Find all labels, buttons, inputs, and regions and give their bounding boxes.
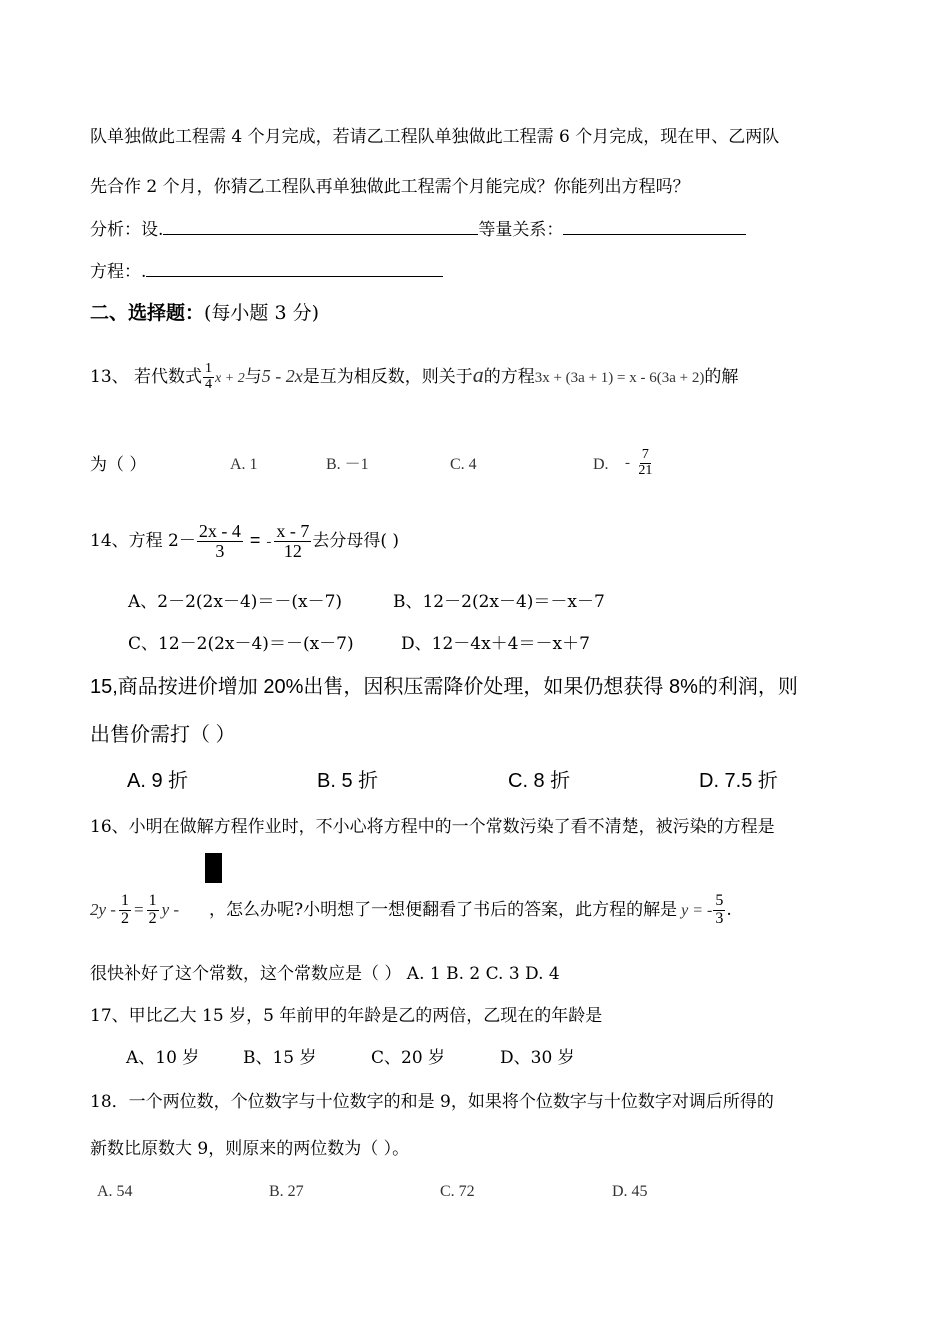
q15-options-row bbox=[127, 768, 827, 794]
q14-f2-num: x - 7 bbox=[276, 521, 310, 542]
q18-option-d[interactable]: D. 45 bbox=[612, 1183, 648, 1200]
q14-f1-den: 3 bbox=[215, 541, 225, 561]
q16-eq-mid: = bbox=[133, 900, 144, 919]
q14-option-d[interactable]: D、12－4x＋4＝－x＋7 bbox=[401, 634, 590, 654]
q16-ans-den: 3 bbox=[715, 910, 724, 927]
q14-option-c[interactable]: C、12－2(2x－4)＝－(x－7) bbox=[128, 634, 354, 654]
section-title: 二、选择题： bbox=[90, 302, 205, 324]
q14-stem bbox=[90, 520, 399, 562]
q13-mid2: 是互为相反数，则关于 bbox=[302, 367, 473, 387]
q18-line-2: 新数比原数大 9，则原来的两位数为（ ）。 bbox=[90, 1139, 410, 1159]
q17-line-1: 17、甲比乙大 15 岁，5 年前甲的年龄是乙的两倍，乙现在的年龄是 bbox=[90, 1006, 603, 1026]
q13-option-d-label: D. bbox=[593, 456, 609, 473]
section-heading bbox=[90, 302, 319, 324]
q15-option-d[interactable]: D. 7.5 折 bbox=[699, 770, 778, 792]
equation-line bbox=[90, 260, 443, 283]
q16-ans-num: 5 bbox=[715, 892, 724, 910]
q13-d-fraction bbox=[636, 448, 654, 478]
q16-f2-den: 2 bbox=[148, 910, 157, 927]
section-note: (每小题 3 分) bbox=[204, 302, 320, 324]
q14-f1-num: 2x - 4 bbox=[198, 521, 241, 542]
q16-fraction-1 bbox=[119, 893, 131, 928]
q13-d-num: 7 bbox=[641, 447, 649, 462]
q16-text: ，怎么办呢?小明想了一想便翻看了书后的答案，此方程的解是 bbox=[209, 900, 678, 920]
q14-fraction-2 bbox=[274, 522, 311, 561]
q17-options-row bbox=[126, 1047, 726, 1069]
q15-option-a[interactable]: A. 9 折 bbox=[127, 770, 189, 792]
q16-f1-num: 1 bbox=[120, 892, 129, 910]
q16-answer-end: . bbox=[726, 900, 732, 920]
q14-suffix: 去分母得( ) bbox=[312, 531, 400, 551]
q13-options-row bbox=[90, 447, 870, 494]
q13-stem bbox=[90, 355, 738, 399]
q16-f2-num: 1 bbox=[148, 892, 157, 910]
q17-option-b[interactable]: B、15 岁 bbox=[243, 1048, 317, 1068]
q13-option-c[interactable]: C. 4 bbox=[450, 456, 477, 473]
q13-option-d[interactable] bbox=[593, 454, 609, 476]
q14-options-row-2 bbox=[128, 633, 828, 655]
q13-mid1: 与 bbox=[244, 367, 262, 387]
q18-line-1: 18．一个两位数，个位数字与十位数字的和是 9，如果将个位数字与十位数字对调后所得的 bbox=[90, 1092, 774, 1112]
relation-label: 等量关系： bbox=[478, 220, 564, 240]
q14-option-a[interactable]: A、2－2(2x－4)＝－(x－7) bbox=[128, 592, 343, 612]
relation-blank[interactable] bbox=[563, 218, 746, 235]
q16-answer-fraction bbox=[713, 893, 725, 928]
equation-blank[interactable] bbox=[146, 260, 443, 277]
q13-expr1-tail: x + 2 bbox=[215, 371, 245, 386]
q17-option-a[interactable]: A、10 岁 bbox=[126, 1048, 200, 1068]
q15-line-1: 15,商品按进价增加 20%出售，因积压需降价处理，如果仍想获得 8%的利润，则 bbox=[90, 676, 798, 698]
intro-line-2: 先合作 2 个月，你猜乙工程队再单独做此工程需个月能完成？你能列出方程吗？ bbox=[90, 177, 690, 197]
q14-fraction-1 bbox=[197, 522, 243, 561]
q13-prefix: 13、 若代数式 bbox=[90, 367, 203, 387]
q13-mid3: 的方程 bbox=[483, 367, 535, 387]
q16-eq-tail: y - bbox=[161, 900, 180, 919]
q16-f1-den: 2 bbox=[120, 910, 129, 927]
q13-d-sign: - bbox=[625, 455, 630, 472]
q13-f1-den: 4 bbox=[205, 377, 213, 392]
q16-eq-lead: 2y - bbox=[90, 900, 116, 919]
q13-option-a[interactable]: A. 1 bbox=[230, 456, 258, 473]
q15-option-c[interactable]: C. 8 折 bbox=[508, 770, 571, 792]
q14-prefix: 14、方程 2－ bbox=[90, 531, 196, 551]
q14-equals: = bbox=[249, 530, 261, 550]
q13-option-d-value bbox=[625, 448, 655, 478]
q18-option-a[interactable]: A. 54 bbox=[97, 1183, 133, 1200]
q18-option-c[interactable]: C. 72 bbox=[440, 1183, 475, 1200]
q13-expr2: 5 - 2x bbox=[261, 366, 303, 386]
q13-equation: 3x + (3a + 1) = x - 6(3a + 2) bbox=[534, 370, 705, 386]
q15-line-2: 出售价需打（ ） bbox=[90, 724, 236, 746]
q13-suffix: 的解 bbox=[704, 367, 739, 387]
q13-option-b[interactable]: B. －1 bbox=[326, 456, 369, 473]
intro-line-1: 队单独做此工程需 4 个月完成，若请乙工程队单独做此工程需 6 个月完成，现在甲、乙两队 bbox=[90, 127, 780, 147]
q13-d-den: 21 bbox=[638, 462, 653, 478]
q14-f2-den: 12 bbox=[283, 541, 302, 561]
q16-equation-line bbox=[90, 888, 870, 933]
analysis-blank[interactable] bbox=[163, 218, 478, 235]
q13-f1-num: 1 bbox=[205, 361, 213, 377]
q16-fraction-2 bbox=[147, 893, 159, 928]
q16-line-3: 很快补好了这个常数，这个常数应是（ ） A. 1 B. 2 C. 3 D. 4 bbox=[90, 964, 560, 984]
q14-options-row-1 bbox=[128, 591, 828, 613]
q18-options-row bbox=[97, 1181, 697, 1203]
q18-option-b[interactable]: B. 27 bbox=[269, 1183, 304, 1200]
analysis-label: 分析：设. bbox=[90, 220, 164, 240]
q17-option-d[interactable]: D、30 岁 bbox=[500, 1048, 575, 1068]
q13-answer-slot: 为（ ） bbox=[90, 455, 147, 475]
ink-smudge bbox=[205, 853, 222, 883]
q14-neg: - bbox=[266, 534, 272, 550]
analysis-line bbox=[90, 218, 746, 241]
q15-option-b[interactable]: B. 5 折 bbox=[317, 770, 379, 792]
q14-option-b[interactable]: B、12－2(2x－4)＝－x－7 bbox=[393, 592, 605, 612]
q16-answer-lead: y = - bbox=[681, 902, 713, 919]
q17-option-c[interactable]: C、20 岁 bbox=[371, 1048, 446, 1068]
q13-fraction-1 bbox=[203, 362, 214, 392]
q16-line-1: 16、小明在做解方程作业时，不小心将方程中的一个常数污染了看不清楚，被污染的方程是 bbox=[90, 817, 775, 837]
equation-label: 方程：. bbox=[90, 262, 147, 282]
q13-var: a bbox=[472, 362, 484, 387]
